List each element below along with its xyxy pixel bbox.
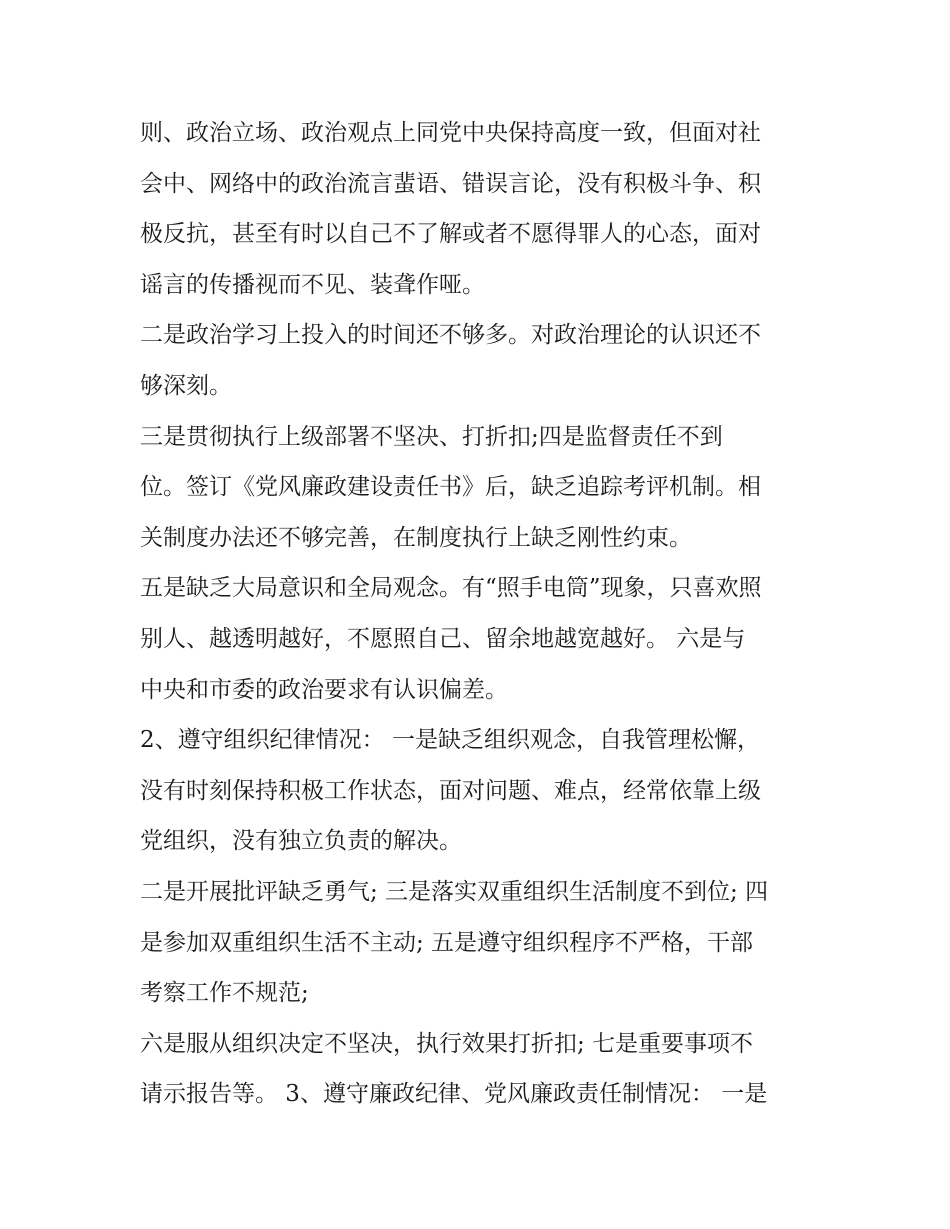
text-line: 六是服从组织决定不坚决，执行效果打折扣; 七是重要事项不: [140, 1030, 754, 1057]
text-line: 2、遵守组织纪律情况： 一是缺乏组织观念，自我管理松懈，: [140, 727, 760, 754]
text-line: 五是缺乏大局意识和全局观念。有“照手电筒”现象，只喜欢照: [140, 575, 762, 602]
text-line: 够深刻。: [140, 372, 232, 399]
text-line: 没有时刻保持积极工作状态，面对问题、难点，经常依靠上级: [140, 777, 761, 804]
text-line: 极反抗，甚至有时以自己不了解或者不愿得罪人的心态，面对: [140, 221, 761, 248]
text-line: 考察工作不规范;: [140, 980, 309, 1007]
text-line: 谣言的传播视而不见、装聋作哑。: [140, 271, 485, 298]
text-line: 二是开展批评缺乏勇气; 三是落实双重组织生活制度不到位; 四: [140, 878, 769, 905]
text-line: 中央和市委的政治要求有认识偏差。: [140, 676, 508, 703]
body-text: [140, 108, 820, 1120]
text-line: 二是政治学习上投入的时间还不够多。对政治理论的认识还不: [140, 322, 761, 349]
text-line: 党组织，没有独立负责的解决。: [140, 828, 462, 855]
text-line: 是参加双重组织生活不主动; 五是遵守组织程序不严格，干部: [140, 929, 754, 956]
text-line: 别人、越透明越好，不愿照自己、留余地越宽越好。 六是与: [140, 625, 746, 652]
text-line: 关制度办法还不够完善，在制度执行上缺乏刚性约束。: [140, 524, 692, 551]
text-line: 请示报告等。 3、遵守廉政纪律、党风廉政责任制情况： 一是: [140, 1081, 768, 1108]
text-line: 则、政治立场、政治观点上同党中央保持高度一致，但面对社: [140, 120, 761, 146]
text-line: 三是贯彻执行上级部署不坚决、打折扣;四是监督责任不到: [140, 423, 723, 450]
text-line: 会中、网络中的政治流言蜚语、错误言论，没有积极斗争、积: [140, 170, 761, 197]
text-line: 位。签订《党风廉政建设责任书》后，缺乏追踪考评机制。相: [140, 474, 761, 501]
